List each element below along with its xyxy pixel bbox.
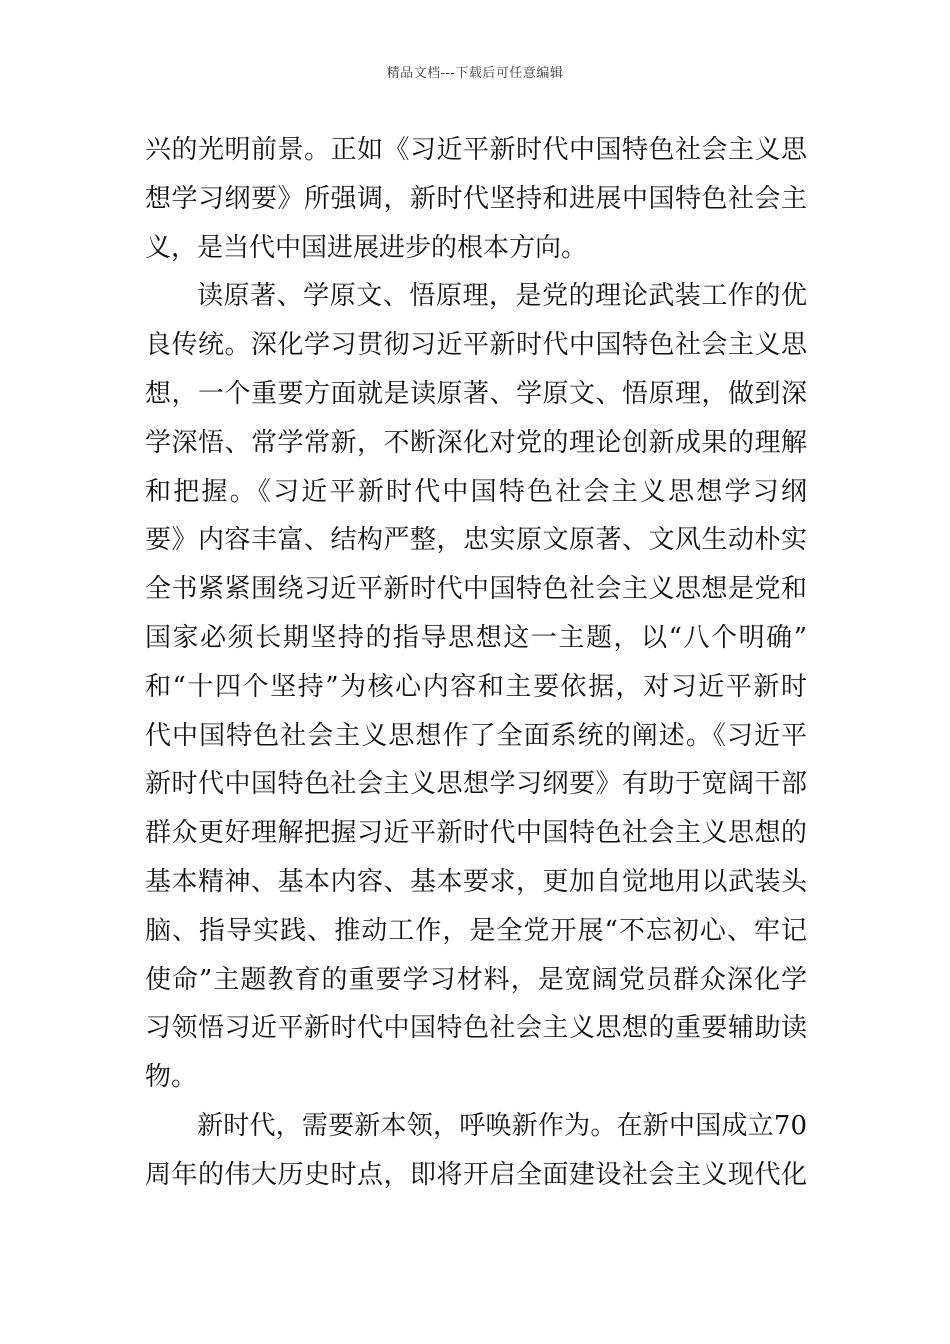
- text-line: 学深悟、常学常新，不断深化对党的理论创新成果的理解: [145, 427, 807, 458]
- text-line: 基本精神、基本内容、基本要求，更加自觉地用以武装头: [145, 866, 807, 897]
- text-line: 代中国特色社会主义思想作了全面系统的阐述。《习近平: [145, 720, 807, 751]
- text-line: 群众更好理解把握习近平新时代中国特色社会主义思想的: [145, 818, 807, 849]
- text-line: 脑、指导实践、推动工作，是全党开展“不忘初心、牢记: [145, 915, 807, 946]
- text-line: 想学习纲要》所强调，新时代坚持和进展中国特色社会主: [145, 183, 807, 214]
- page-header: 精品文档---下载后可任意编辑: [386, 66, 564, 81]
- text-line: 想，一个重要方面就是读原著、学原文、悟原理，做到深: [145, 378, 807, 409]
- text-line: 习领悟习近平新时代中国特色社会主义思想的重要辅助读: [145, 1013, 807, 1044]
- paragraph: [145, 1102, 807, 1200]
- text-line: 要》内容丰富、结构严整，忠实原文原著、文风生动朴实: [145, 525, 807, 556]
- text-line: 和“十四个坚持”为核心内容和主要依据，对习近平新时: [145, 671, 807, 702]
- text-line: 义，是当代中国进展进步的根本方向。: [145, 232, 588, 263]
- text-line: 兴的光明前景。正如《习近平新时代中国特色社会主义思: [145, 135, 807, 165]
- paragraph: [145, 272, 807, 1102]
- paragraph: [145, 126, 807, 272]
- text-line: 周年的伟大历史时点，即将开启全面建设社会主义现代化: [145, 1159, 807, 1190]
- text-line: 全书紧紧围绕习近平新时代中国特色社会主义思想是党和: [145, 574, 807, 605]
- text-line: 良传统。深化学习贯彻习近平新时代中国特色社会主义思: [145, 330, 807, 361]
- text-line: 新时代中国特色社会主义思想学习纲要》有助于宽阔干部: [145, 769, 807, 800]
- text-line: 和把握。《习近平新时代中国特色社会主义思想学习纲: [145, 476, 807, 507]
- document-body: [145, 126, 807, 1200]
- text-line: 国家必须长期坚持的指导思想这一主题，以“八个明确”: [145, 622, 807, 653]
- text-line: 使命”主题教育的重要学习材料，是宽阔党员群众深化学: [145, 964, 807, 995]
- text-line: 新时代，需要新本领，呼唤新作为。在新中国成立70: [197, 1110, 807, 1141]
- text-line: 读原著、学原文、悟原理，是党的理论武装工作的优: [197, 281, 807, 312]
- text-line: 物。: [145, 1062, 198, 1093]
